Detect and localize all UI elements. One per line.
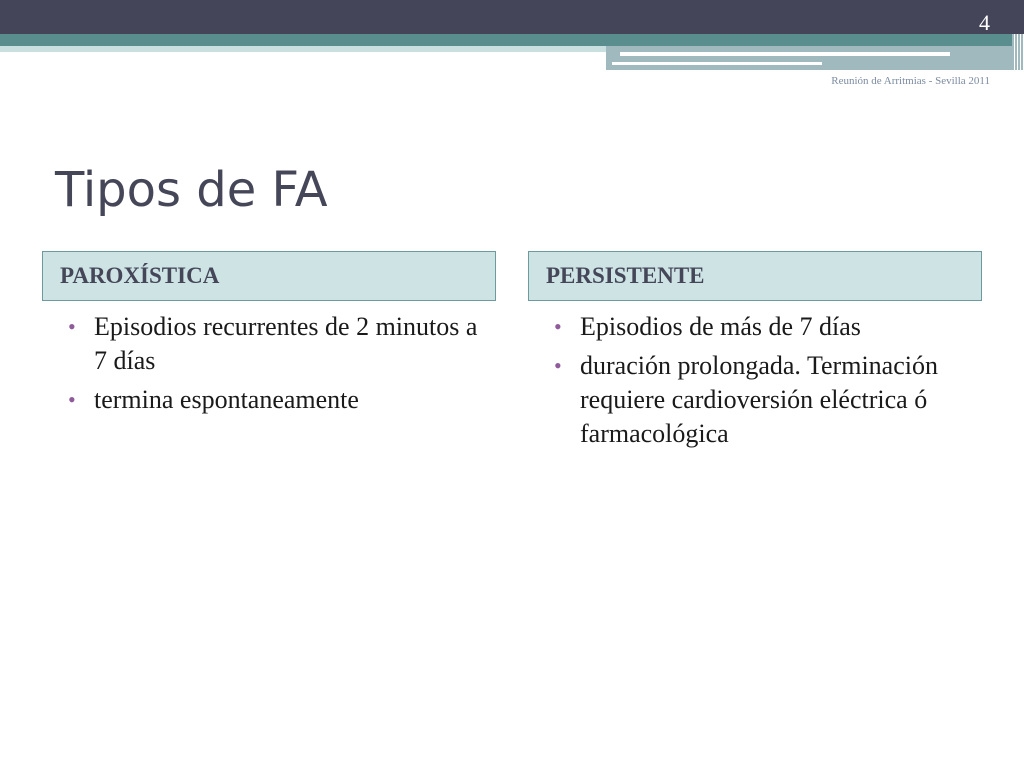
bullet-item (554, 349, 974, 451)
top-teal-bar (0, 34, 1024, 46)
top-right-white-stripe-2 (612, 62, 822, 65)
bullet-text: duración prolongada. Terminación requiere cardioversión eléctrica ó farmacológica (580, 351, 938, 448)
top-dark-bar (0, 0, 1024, 34)
page-number: 4 (979, 10, 990, 35)
bullet-item (68, 310, 488, 378)
bullet-item (68, 383, 488, 417)
bullet-dot-icon: • (554, 353, 562, 378)
slide-footer-text: Reunión de Arritmias - Sevilla 2011 (831, 75, 990, 87)
top-right-decoration (606, 46, 1024, 70)
bullet-dot-icon: • (68, 387, 76, 412)
bullet-item (554, 310, 974, 344)
bullet-list-persistente (554, 310, 974, 456)
top-right-white-stripe (620, 52, 950, 56)
bullet-dot-icon: • (554, 314, 562, 339)
bullet-text: Episodios de más de 7 días (580, 312, 861, 341)
bullet-text: termina espontaneamente (94, 385, 359, 414)
bullet-list-paroxistica (68, 310, 488, 422)
column-header-persistente: PERSISTENTE (528, 251, 982, 301)
column-header-paroxistica: PAROXÍSTICA (42, 251, 496, 301)
top-light-teal-bar (0, 46, 606, 52)
bullet-dot-icon: • (68, 314, 76, 339)
bullet-text: Episodios recurrentes de 2 minutos a 7 días (94, 312, 478, 375)
slide-title: Tipos de FA (55, 162, 328, 218)
top-right-striped-edge (1012, 34, 1024, 70)
